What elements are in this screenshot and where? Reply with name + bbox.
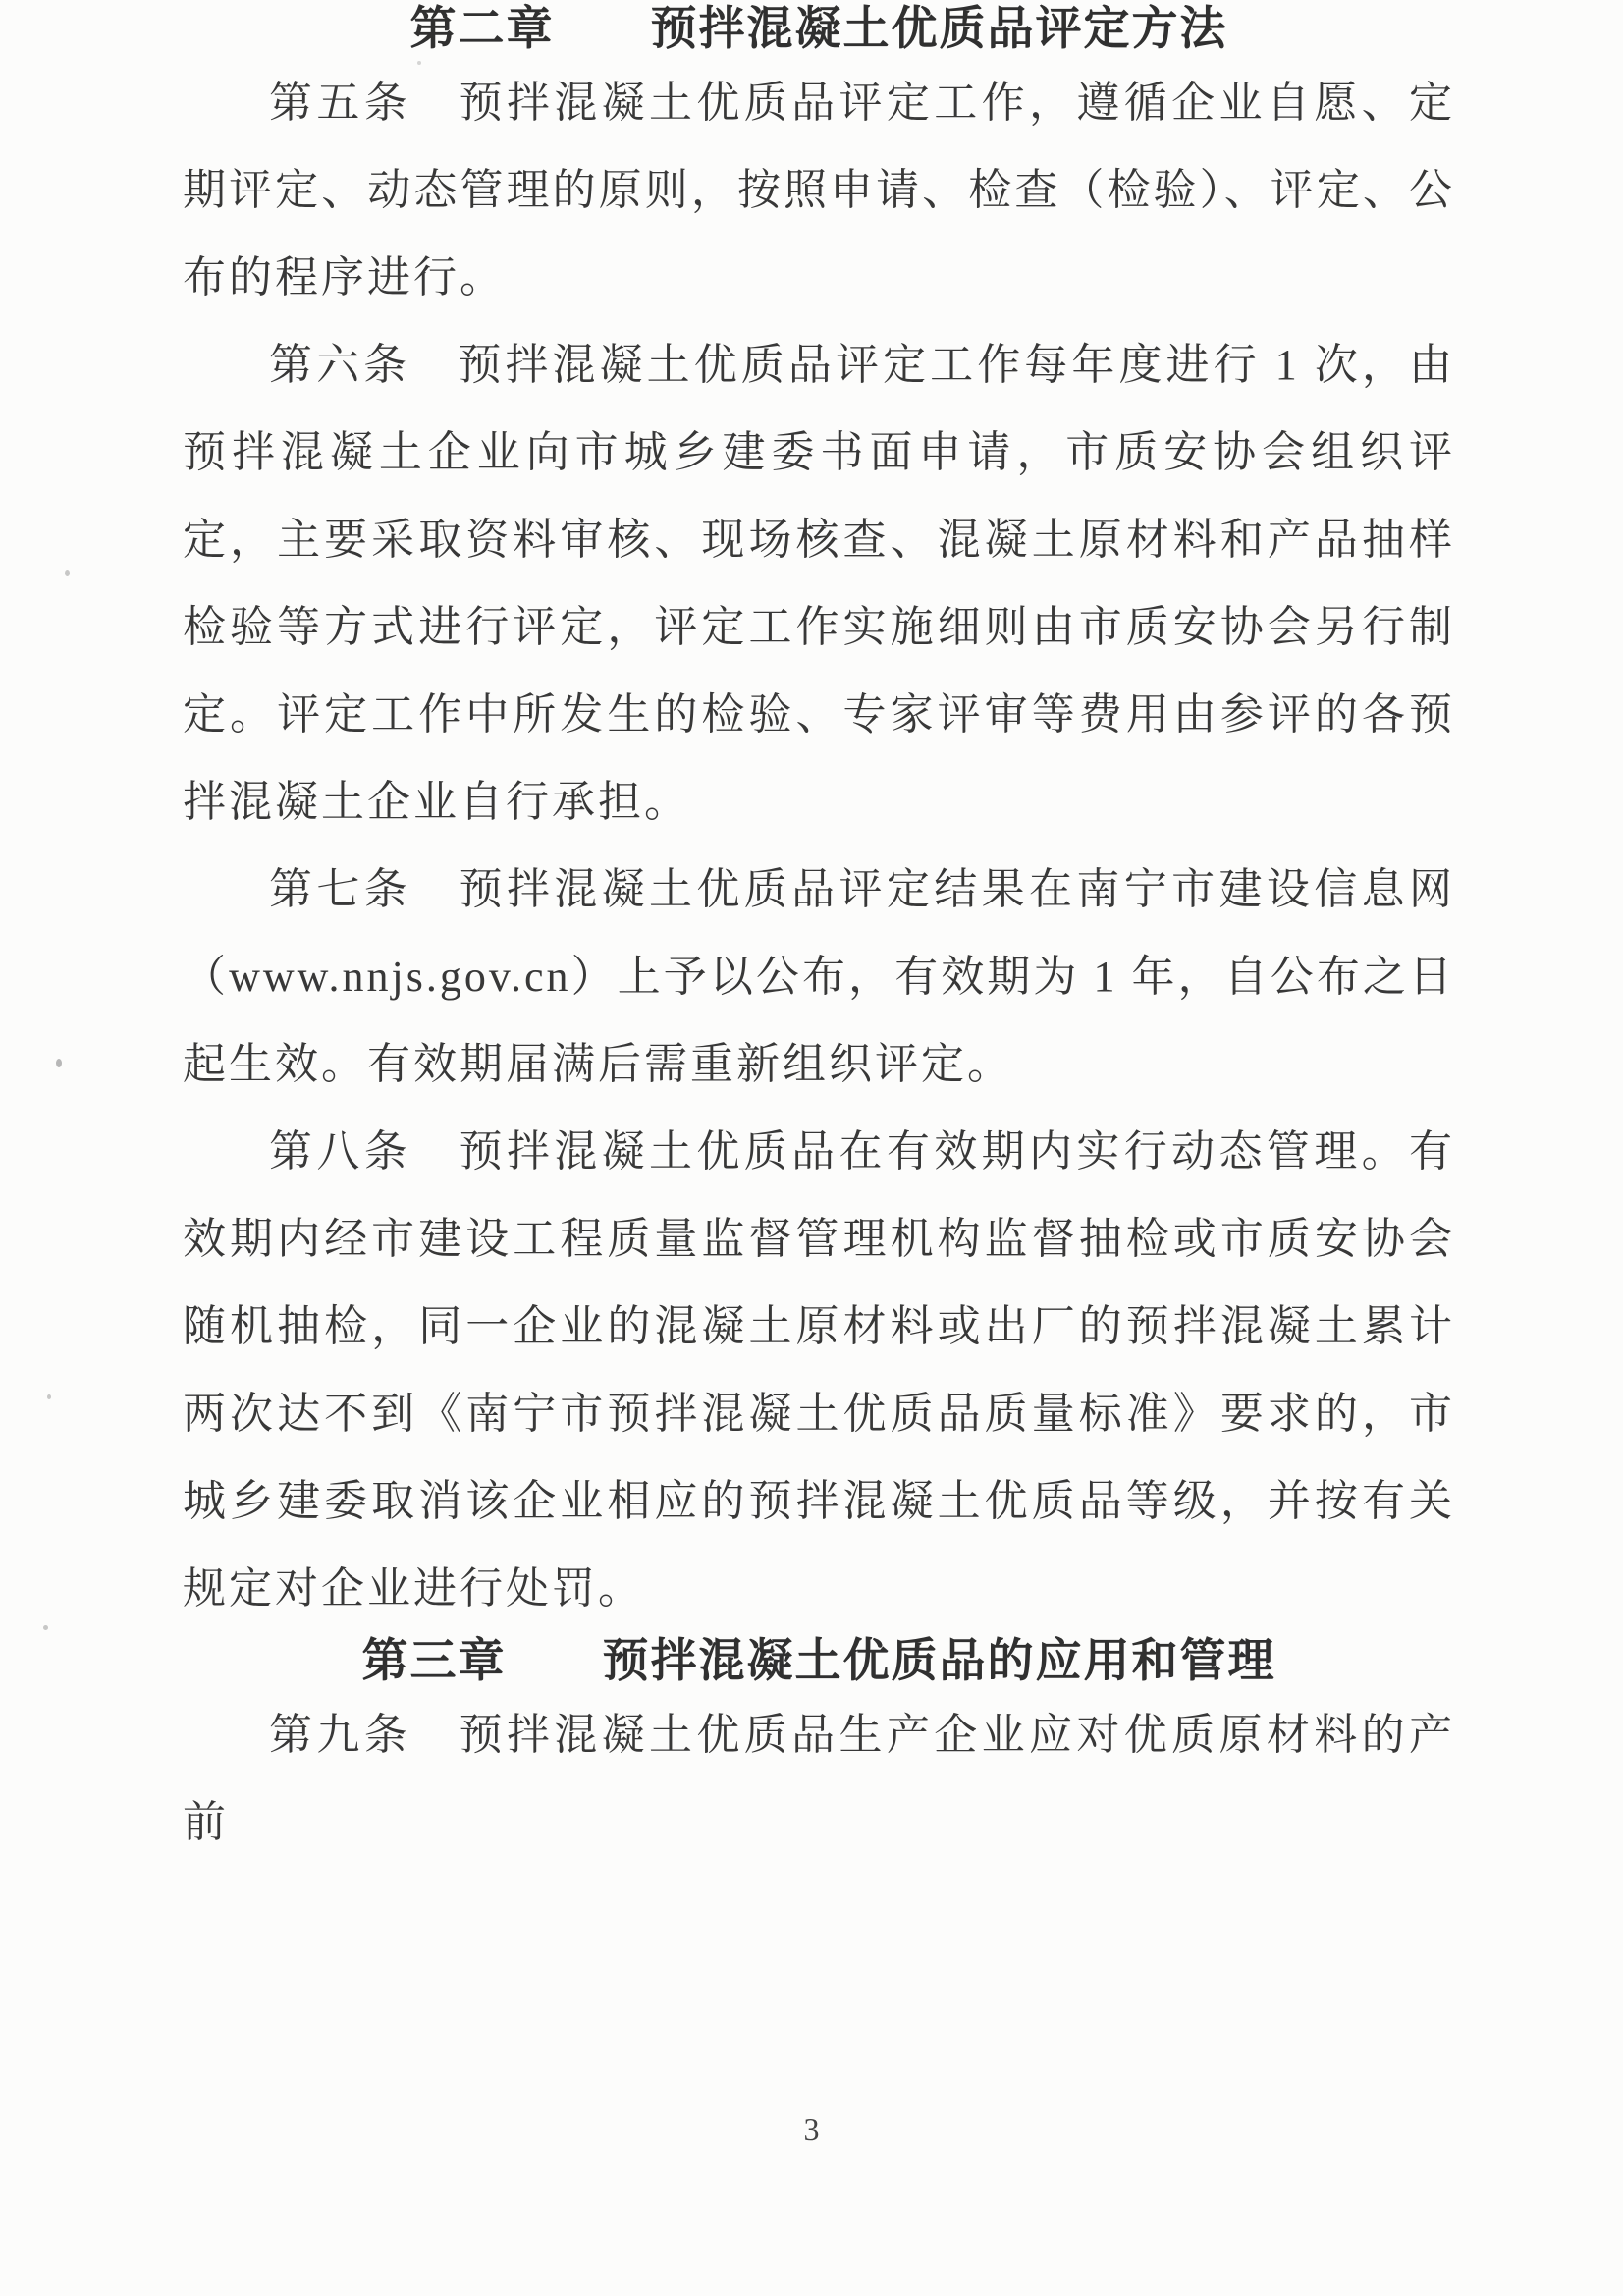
- article-7-paragraph: 第七条 预拌混凝土优质品评定结果在南宁市建设信息网（www.nnjs.gov.cn）上予以公布，有效期为 1 年，自公布之日起生效。有效期届满后需重新组织评定。: [183, 865, 1455, 1088]
- scan-speck: [43, 1625, 48, 1630]
- scan-speck: [47, 1394, 51, 1399]
- scan-speck: [56, 1059, 62, 1067]
- article-8-paragraph: 第八条 预拌混凝土优质品在有效期内实行动态管理。有效期内经市建设工程质量监督管理机构监督抽检或市质安协会随机抽检，同一企业的混凝土原材料或出厂的预拌混凝土累计两次达不到《南宁市预拌混凝土优质品质量标准》要求的，市城乡建委取消该企业相应的预拌混凝土优质品等级，并按有关规定对企业进行处罚。: [183, 1127, 1455, 1613]
- article-5-paragraph: 第五条 预拌混凝土优质品评定工作，遵循企业自愿、定期评定、动态管理的原则，按照申请、检查（检验）、评定、公布的程序进行。: [183, 79, 1455, 301]
- page-number: 3: [803, 2111, 820, 2147]
- article-6-paragraph: 第六条 预拌混凝土优质品评定工作每年度进行 1 次，由预拌混凝土企业向市城乡建委书面申请，市质安协会组织评定，主要采取资料审核、现场核查、混凝土原材料和产品抽样检验等方式进行评定，评定工作实施细则由市质安协会另行制定。评定工作中所发生的检验、专家评审等费用由参评的各预拌混凝土企业自行承担。: [183, 341, 1455, 826]
- document-body: [183, 0, 1455, 1866]
- scan-speck: [65, 570, 70, 576]
- chapter-2-heading: 第二章 预拌混凝土优质品评定方法: [409, 4, 1228, 55]
- chapter-3-heading: 第三章 预拌混凝土优质品的应用和管理: [361, 1636, 1276, 1687]
- article-9-paragraph: 第九条 预拌混凝土优质品生产企业应对优质原材料的产前: [183, 1711, 1455, 1846]
